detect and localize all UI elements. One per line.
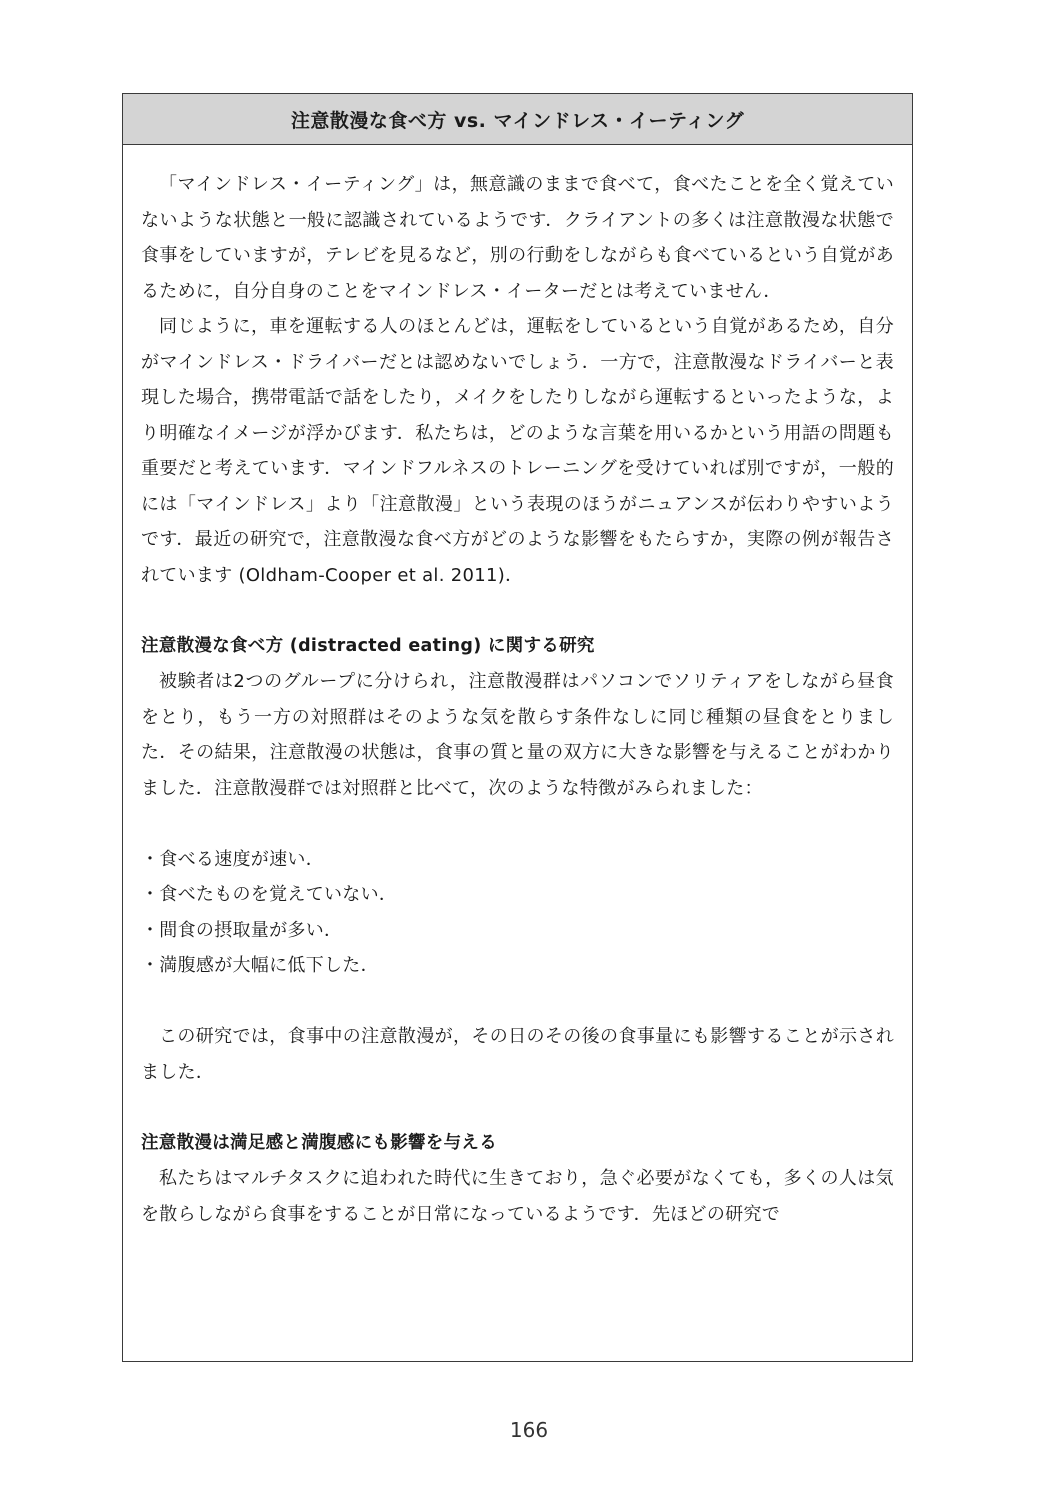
spacer [141, 806, 894, 842]
box-title: 注意散漫な食べ方 vs. マインドレス・イーティング [123, 94, 912, 145]
bullet-item: ・食べる速度が速い． [141, 848, 324, 870]
intro-paragraph-2: 同じように，車を運転する人のほとんどは，運転をしているという自覚があるため，自分がマインドレス・ドライバーだとは認めないでしょう．一方で，注意散漫なドライバーと表現した場合，携帯電話で話をしたり，メイクをしたりしながら運転するといったような，より明確なイメージが浮かびます．私たちは，どのような言葉を用いるかという用語の問題も重要だと考えています．マインドフルネスのトレーニングを受けていれば別ですが，一般的には「マインドレス」より「注意散漫」という表現のほうがニュアンスが伝わりやすいようです．最近の研究で，注意散漫な食べ方がどのような影響をもたらすか，実際の例が報告されています (Oldham-Cooper et al. 2011)． [141, 316, 894, 586]
spacer [141, 1090, 894, 1126]
spacer [141, 984, 894, 1020]
section-heading-satisfaction: 注意散漫は満足感と満腹感にも影響を与える [141, 1132, 497, 1153]
study-paragraph: 被験者は2つのグループに分けられ，注意散漫群はパソコンでソリティアをしながら昼食をとり，もう一方の対照群はそのような気を散らす条件なしに同じ種類の昼食をとりました．その結果，注意散漫の状態は，食事の質と量の双方に大きな影響を与えることがわかりました．注意散漫群では対照群と比べて，次のような特徴がみられました： [141, 671, 894, 799]
column-box [122, 93, 913, 1362]
bullet-item: ・間食の摂取量が多い． [141, 919, 343, 941]
intro-paragraph-1: 「マインドレス・イーティング」は，無意識のままで食べて，食べたことを全く覚えていないような状態と一般に認識されているようです．クライアントの多くは注意散漫な状態で食事をしていますが，テレビを見るなど，別の行動をしながらも食べているという自覚があるために，自分自身のことをマインドレス・イーターだとは考えていません． [141, 174, 894, 302]
bullet-item: ・満腹感が大幅に低下した． [141, 955, 379, 976]
section-heading-distracted-eating: 注意散漫な食べ方 (distracted eating) に関する研究 [141, 635, 595, 656]
bullet-item: ・食べたものを覚えていない． [141, 884, 398, 905]
study-conclusion: この研究では，食事中の注意散漫が，その日のその後の食事量にも影響することが示されました． [141, 1026, 894, 1083]
box-body [123, 145, 912, 1232]
spacer [141, 593, 894, 629]
multitask-paragraph: 私たちはマルチタスクに追われた時代に生きており，急ぐ必要がなくても，多くの人は気を散らしながら食事をすることが日常になっているようです．先ほどの研究で [141, 1168, 894, 1225]
page-number: 166 [509, 1418, 549, 1442]
